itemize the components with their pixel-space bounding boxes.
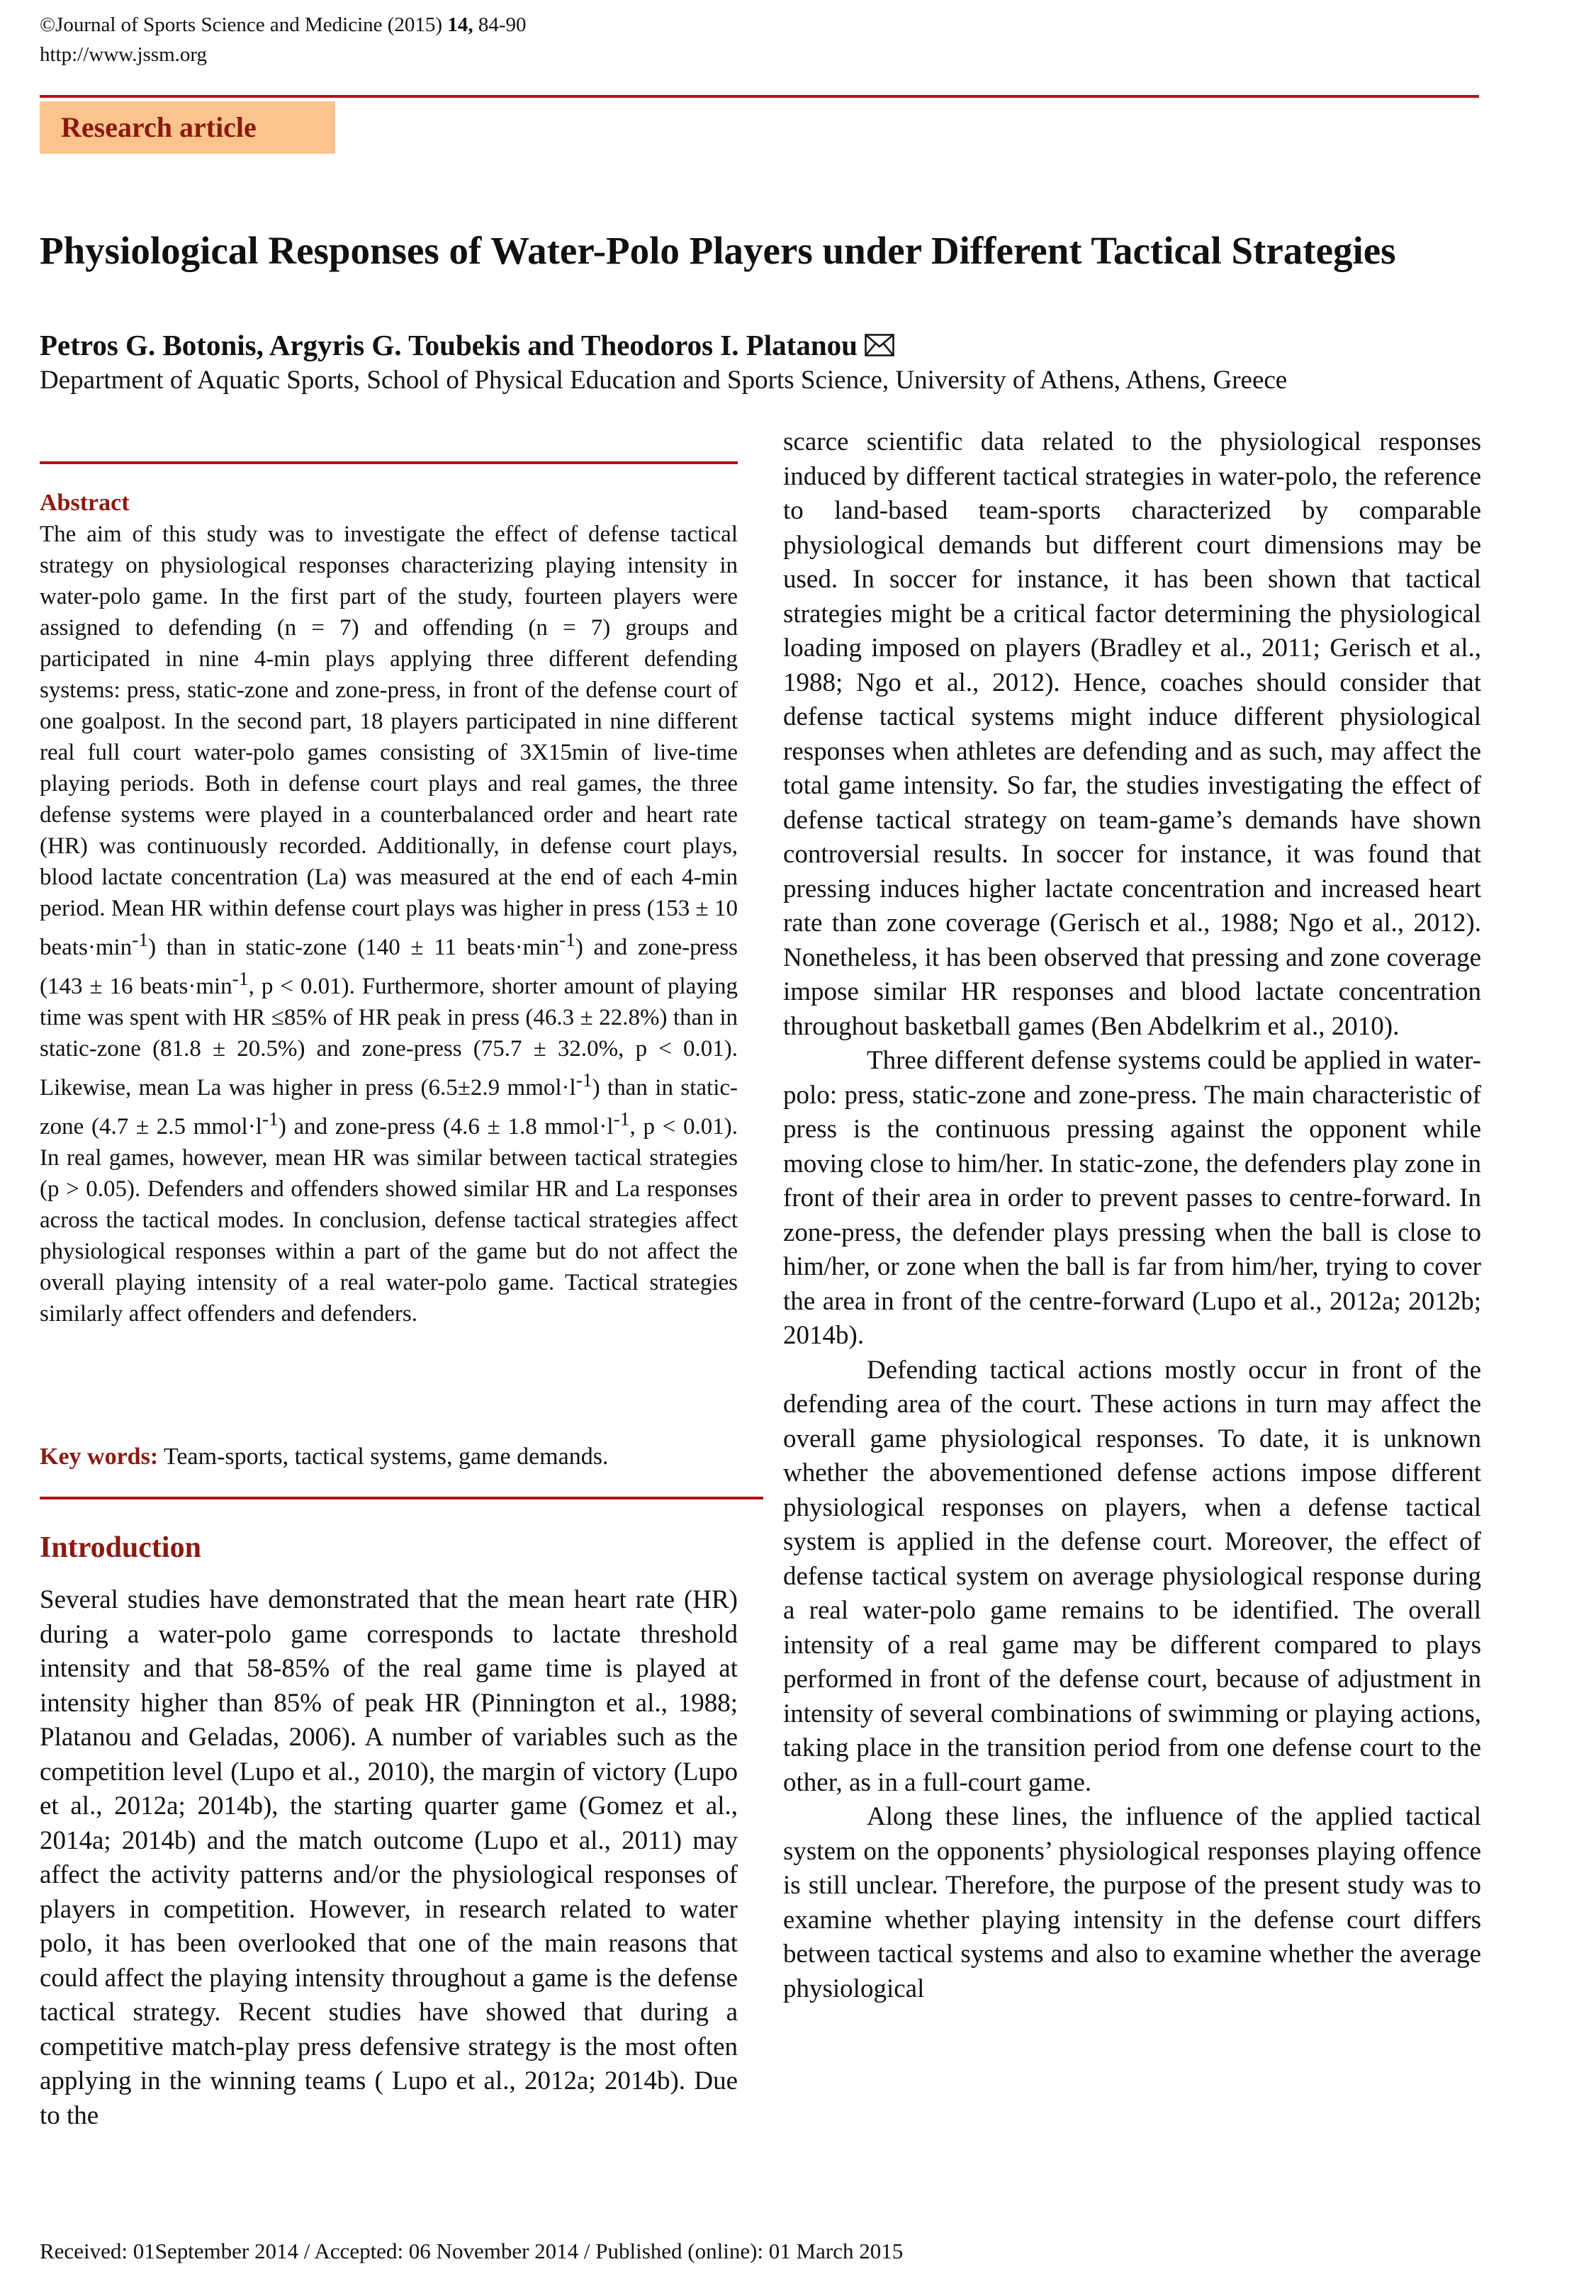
journal-citation: ©Journal of Sports Science and Medicine (2015) 14, 84-90 [40,13,527,36]
header-divider [40,95,1479,98]
envelope-icon[interactable] [865,334,894,356]
right-column [783,425,1481,2006]
abstract-heading: Abstract [40,490,130,516]
introduction-heading: Introduction [40,1531,201,1564]
abstract-top-rule [40,461,738,464]
body-paragraph: Defending tactical actions mostly occur in front of the defending area of the court. These actions in turn may affect the overall game physiological responses. To date, it is unknown whether the abovementioned defense actions impose different physiological responses on players, when a defense tactical system is applied in the defense court. Moreover, the effect of defense tactical system on average physiological response during a real water-polo game remains to be identified. The overall intensity of a real game may be different compared to plays performed in front of the defense court, because of adjustment in intensity of several combinations of swimming or playing actions, taking place in the transition period from one defense court to the other, as in a full-court game. [783,1355,1481,1797]
keywords-text: Team-sports, tactical systems, game demands. [158,1444,609,1470]
article-title: Physiological Responses of Water-Polo Players under Different Tactical Strategies [40,229,1396,272]
journal-header [40,10,527,69]
article-type-badge: Research article [40,101,335,154]
intro-top-rule [40,1497,763,1499]
keywords [40,1441,738,1473]
abstract-text: The aim of this study was to investigate the effect of defense tactical strategy on physiological responses characterizing playing intensity in water-polo game. In the first part of the study, fourteen players were assigned to defending (n = 7) and offending (n = 7) groups and participated in nine 4-min plays applying three different defending systems: press, static-zone and zone-press, in front of the defense court of one goalpost. In the second part, 18 players participated in nine different real full court water-polo games consisting of 3X15min of live-time playing periods. Both in defense court plays and real games, the three defense systems were played in a counterbalanced order and heart rate (HR) was continuously recorded. Additionally, in defense court plays, blood lactate concentration (La) was measured at the end of each 4-min period. Mean HR within defense court plays was higher in press (153 ± 10 $beats\cdot\min^{-1}$) than in static-zone (140 ± 11 $beats\cdot\min^{-1}$) and zone-press (143 ± 16 $beats\cdot\min^{-1}$, p < 0.01). Furthermore, shorter amount of playing time was spent with HR ≤85% of HR peak in press (46.3 ± 22.8%) than in static-zone (81.8 ± 20.5%) and zone-press (75.7 ± 32.0%, p < 0.01). Likewise, mean La was higher in press (6.5±2.9 $mmol\cdot l^{-1}$) than in static-zone (4.7 ± 2.5 $mmol\cdot l^{-1}$) and zone-press (4.6 ± 1.8 $mmol\cdot l^{-1}$, p < 0.01). In real games, however, mean HR was similar between tactical strategies (p > 0.05). Defenders and offenders showed similar HR and La responses across the tactical modes. In conclusion, defense tactical strategies affect physiological responses within a part of the game but do not affect the overall playing intensity of a real water-polo game. Tactical strategies similarly affect offenders and defenders. [40,522,738,1327]
introduction-paragraph: Several studies have demonstrated that the mean heart rate (HR) during a water-polo game corresponds to lactate threshold intensity and that 58-85% of the real game time is played at intensity higher than 85% of peak HR (Pinnington et al., 1988; Platanou and Geladas, 2006). A number of variables such as the competition level (Lupo et al., 2010), the margin of victory (Lupo et al., 2012a; 2014b), the starting quarter game (Gomez et al., 2014a; 2014b) and the match outcome (Lupo et al., 2011) may affect the activity patterns and/or the physiological responses of players in competition. However, in research related to water polo, it has been overlooked that one of the main reasons that could affect the playing intensity throughout a game is the defense tactical strategy. Recent studies have showed that during a competitive match-play press defensive strategy is the most often applying in the winning teams ( Lupo et al., 2012a; 2014b). Due to the [40,1585,738,2130]
author-list: Petros G. Botonis, Argyris G. Toubekis and Theodoros I. Platanou [40,326,894,364]
body-paragraph: Along these lines, the influence of the applied tactical system on the opponents’ physiological responses playing offence is still unclear. Therefore, the purpose of the present study was to examine whether playing intensity in the defense court differs between tactical systems and also to examine whether the average physiological [783,1802,1481,2003]
journal-url[interactable]: http://www.jssm.org [40,43,208,66]
keywords-label: Key words: [40,1444,159,1470]
introduction-section [40,1528,738,2133]
journal-volume: 14, [447,13,473,36]
publication-dates: Received: 01September 2014 / Accepted: 06 November 2014 / Published (online): 01 March 2015 [40,2239,904,2263]
body-paragraph: Three different defense systems could be applied in water-polo: press, static-zone and zone-press. The main characteristic of press is the continuous pressing against the opponent while moving close to him/her. In static-zone, the defenders play zone in front of their area in order to prevent passes to centre-forward. In zone-press, the defender plays pressing when the ball is close to him/her, or zone when the ball is far from him/her, trying to cover the area in front of the centre-forward (Lupo et al., 2012a; 2012b; 2014b). [783,1046,1481,1350]
body-paragraph: scarce scientific data related to the physiological responses induced by different tactical strategies in water-polo, the reference to land-based team-sports characterized by comparable physiological demands but different court dimensions may be used. In soccer for instance, it has been shown that tactical strategies might be a critical factor determining the physiological loading imposed on players (Bradley et al., 2011; Gerisch et al., 1988; Ngo et al., 2012). Hence, coaches should consider that defense tactical systems might induce different physiological responses when athletes are defending and as such, may affect the total game intensity. So far, the studies investigating the effect of defense tactical strategy on team-game’s demands have shown controversial results. In soccer for instance, it was found that pressing induces higher lactate concentration and increased heart rate than zone coverage (Gerisch et al., 1988; Ngo et al., 2012). Nonetheless, it has been observed that pressing and zone coverage impose similar HR responses and blood lactate concentration throughout basketball games (Ben Abdelkrim et al., 2010). [783,427,1481,1041]
abstract-section [40,488,738,1329]
affiliation: Department of Aquatic Sports, School of Physical Education and Sports Science, University of Athens, Athens, Greece [40,366,1288,395]
